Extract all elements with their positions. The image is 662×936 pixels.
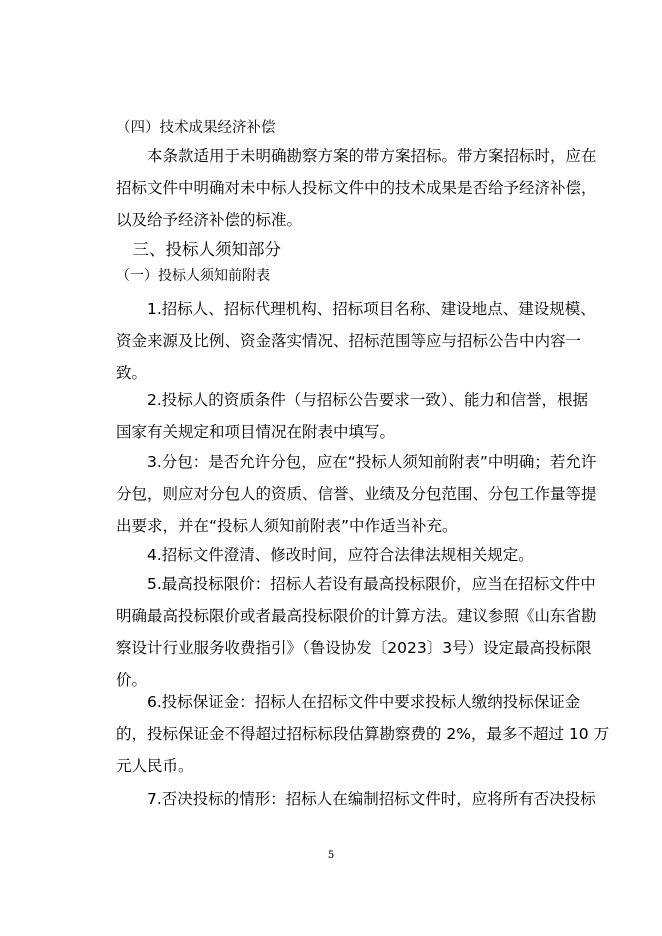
paragraph-line: 的，投标保证金不得超过招标标段估算勘察费的 2%，最多不超过 10 万 [116, 725, 610, 743]
paragraph-line: 致。 [116, 364, 148, 382]
page-number: 5 [327, 850, 335, 861]
paragraph-line: 元人民币。 [116, 757, 194, 775]
heading-line: （一）投标人须知前附表 [116, 268, 270, 284]
paragraph-line: 2.投标人的资质条件（与招标公告要求一致）、能力和信誉，根据 [116, 391, 589, 409]
paragraph-line: 招标文件中明确对未中标人投标文件中的技术成果是否给予经济补偿， [116, 179, 597, 197]
item-2-paragraph [116, 384, 589, 448]
paragraph-line: 出要求，并在“投标人须知前附表”中作适当补充。 [116, 517, 458, 535]
item-3-paragraph [116, 446, 597, 542]
paragraph-line: 以及给予经济补偿的标准。 [116, 211, 303, 229]
paragraph-line: 明确最高投标限价或者最高投标限价的计算方法。建议参照《山东省勘 [116, 607, 597, 625]
heading-line: （四）技术成果经济补偿 [116, 120, 276, 136]
paragraph-line: 资金来源及比例、资金落实情况、招标范围等应与招标公告中内容一 [116, 332, 582, 350]
item-7-paragraph [116, 783, 596, 815]
item-4-paragraph [116, 539, 586, 571]
paragraph-line: 4.招标文件澄清、修改时间，应符合法律法规相关规定。 [116, 546, 534, 564]
heading-line: 三、投标人须知部分 [116, 240, 281, 259]
paragraph-line: 分包，则应对分包人的资质、信誉、业绩及分包范围、分包工作量等提 [116, 485, 597, 503]
paragraph-line: 5.最高投标限价：招标人若设有最高投标限价，应当在招标文件中 [116, 575, 596, 593]
section-four-paragraph [116, 140, 597, 236]
paragraph-line: 察设计行业服务收费指引》（鲁设协发〔2023〕3号）设定最高投标限 [116, 639, 592, 657]
paragraph-line: 1.招标人、招标代理机构、招标项目名称、建设地点、建设规模、 [116, 300, 596, 318]
subsection-one-heading [116, 260, 586, 292]
paragraph-line: 价。 [116, 671, 148, 689]
item-1-paragraph [116, 293, 596, 389]
paragraph-line: 7.否决投标的情形：招标人在编制招标文件时，应将所有否决投标 [116, 790, 596, 808]
paragraph-line: 3.分包：是否允许分包，应在“投标人须知前附表”中明确；若允许 [116, 453, 597, 471]
item-6-paragraph [116, 686, 610, 782]
item-5-paragraph [116, 568, 597, 696]
paragraph-line: 本条款适用于未明确勘察方案的带方案招标。带方案招标时，应在 [116, 147, 597, 165]
paragraph-line: 6.投标保证金：招标人在招标文件中要求投标人缴纳投标保证金 [116, 693, 581, 711]
paragraph-line: 国家有关规定和项目情况在附表中填写。 [116, 423, 396, 441]
